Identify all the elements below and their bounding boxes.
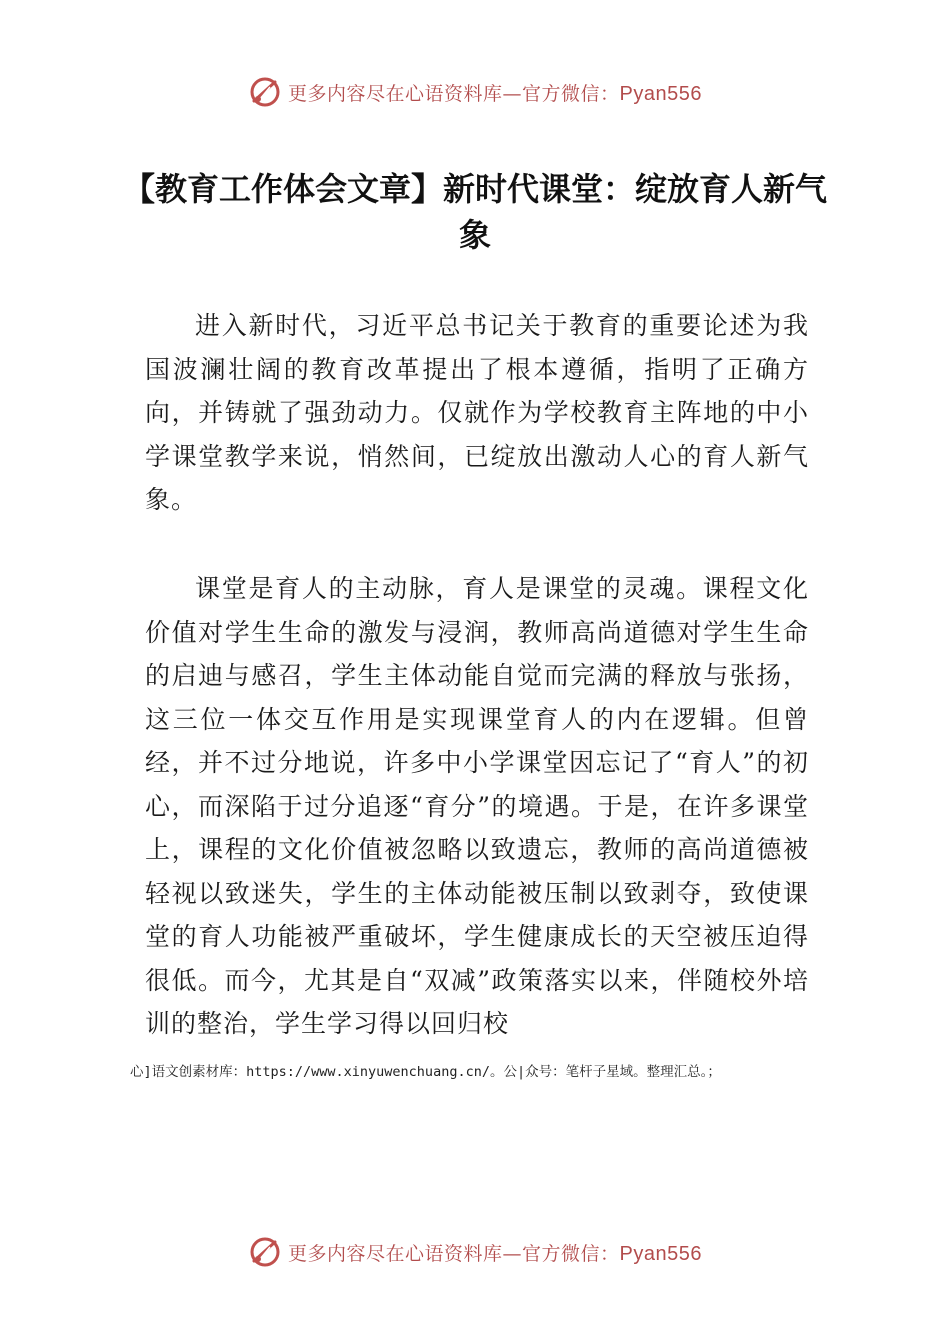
banner-text [288,1239,702,1266]
paragraph-2: 课堂是育人的主动脉，育人是课堂的灵魂。课程文化价值对学生生命的激发与浸润，教师高尚道德对学生生命的启迪与感召，学生主体动能自觉而完满的释放与张扬，这三位一体交互作用是实现课堂育人的内在逻辑。但曾经，并不过分地说，许多中小学课堂因忘记了“育人”的初心，而深陷于过分追逐“育分”的境遇。于是，在许多课堂上，课程的文化价值被忽略以致遗忘，教师的高尚道德被轻视以致迷失，学生的主体动能被压制以致剥夺，致使课堂的育人功能被严重破坏，学生健康成长的天空被压迫得很低。而今，尤其是自“双减”政策落实以来，伴随校外培训的整治，学生学习得以回归校 [145,574,809,1038]
document-title: 【教育工作体会文章】新时代课堂：绽放育人新气象 [122,170,827,254]
header-banner [0,72,950,112]
brush-logo-icon [248,1235,282,1269]
banner-label: 更多内容尽在心语资料库—官方微信： [288,82,620,105]
footer-banner [0,1232,950,1272]
wechat-id: Pyan556 [619,1242,702,1265]
banner-label: 更多内容尽在心语资料库—官方微信： [288,1242,620,1265]
source-note: 心]语文创素材库：https://www.xinyuwenchuang.cn/。公|众号：笔杆子星域。整理汇总。； [130,1064,721,1080]
brush-logo-icon [248,75,282,109]
wechat-id: Pyan556 [619,82,702,105]
paragraph-1: 进入新时代，习近平总书记关于教育的重要论述为我国波澜壮阔的教育改革提出了根本遵循，指明了正确方向，并铸就了强劲动力。仅就作为学校教育主阵地的中小学课堂教学来说，悄然间，已绽放出激动人心的育人新气象。 [145,311,809,514]
banner-text [288,79,702,106]
